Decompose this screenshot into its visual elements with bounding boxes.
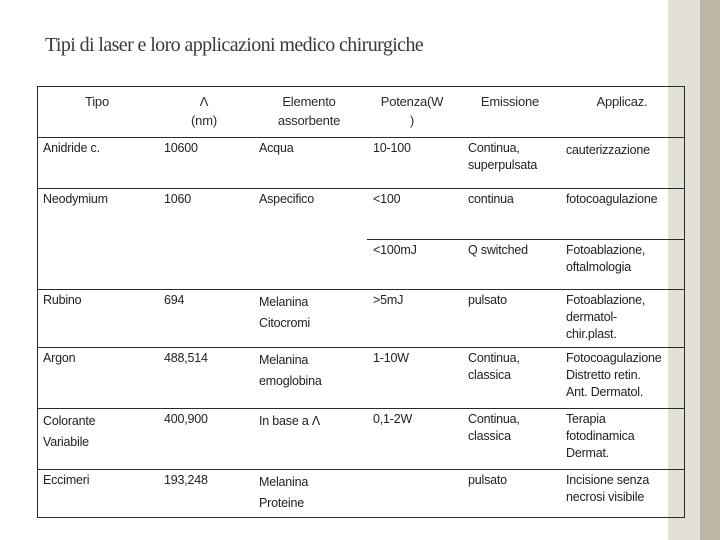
table-cell: 0,1-2W <box>373 412 413 426</box>
table-cell: Q switched <box>468 243 528 257</box>
table-cell: Fotoablazione, oftalmologia <box>566 243 646 274</box>
table-cell: continua <box>468 192 514 206</box>
table-row-divider <box>38 408 684 409</box>
table-cell: Terapia fotodinamica Dermat. <box>566 412 635 460</box>
slide-title: Tipi di laser e loro applicazioni medico chirurgiche <box>45 34 424 56</box>
table-cell: 1060 <box>164 192 192 206</box>
table-cell: fotocoagulazione <box>566 192 658 206</box>
table-cell: Colorante Variabile <box>43 414 96 449</box>
table-cell: In base a Λ <box>259 414 321 428</box>
table-cell: Aspecifico <box>259 192 314 206</box>
table-cell: 694 <box>164 293 185 307</box>
table-row-divider <box>38 469 684 470</box>
table-cell: Eccimeri <box>43 473 90 487</box>
table-row-divider <box>38 188 684 189</box>
table-cell: pulsato <box>468 473 507 487</box>
table-cell: Fotoablazione, dermatol- chir.plast. <box>566 293 646 341</box>
table-cell: Melanina Proteine <box>259 475 309 510</box>
table-cell: Neodymium <box>43 192 108 206</box>
table-cell: Anidride c. <box>43 141 100 155</box>
table-cell: Incisione senza necrosi visibile <box>566 473 650 504</box>
table-cell: Melanina Citocromi <box>259 295 310 330</box>
table-row-divider <box>38 289 684 290</box>
table-cell: 193,248 <box>164 473 208 487</box>
table-cell: Melanina emoglobina <box>259 353 322 388</box>
header-applicazioni: Applicaz. <box>596 94 648 109</box>
table-cell: 10-100 <box>373 141 411 155</box>
table-cell: <100 <box>373 192 401 206</box>
header-lambda: Λ (nm) <box>191 94 217 128</box>
table-cell: pulsato <box>468 293 507 307</box>
table-cell: Acqua <box>259 141 294 155</box>
table-cell: Continua, classica <box>468 412 520 443</box>
header-tipo: Tipo <box>84 94 109 109</box>
table-cell: Continua, superpulsata <box>468 141 538 172</box>
table-cell: Argon <box>43 351 76 365</box>
table-cell: <100mJ <box>373 243 417 257</box>
table-cell: 1-10W <box>373 351 409 365</box>
table-row-divider <box>38 137 684 138</box>
table-cell: Rubino <box>43 293 82 307</box>
table-cell: cauterizzazione <box>566 143 650 157</box>
table-cell: Fotocoagulazione Distretto retin. Ant. Dermatol. <box>566 351 662 399</box>
header-elemento: Elemento assorbente <box>277 94 341 128</box>
table-row-divider <box>38 347 684 348</box>
table-cell: 10600 <box>164 141 198 155</box>
decorative-side-bar-dark <box>700 0 720 540</box>
table-cell: Continua, classica <box>468 351 520 382</box>
table-cell: >5mJ <box>373 293 404 307</box>
table-subrow-divider <box>367 239 684 240</box>
table-cell: 400,900 <box>164 412 208 426</box>
table-cell: 488,514 <box>164 351 208 365</box>
header-emissione: Emissione <box>480 94 540 109</box>
header-potenza: Potenza(W ) <box>380 94 444 128</box>
